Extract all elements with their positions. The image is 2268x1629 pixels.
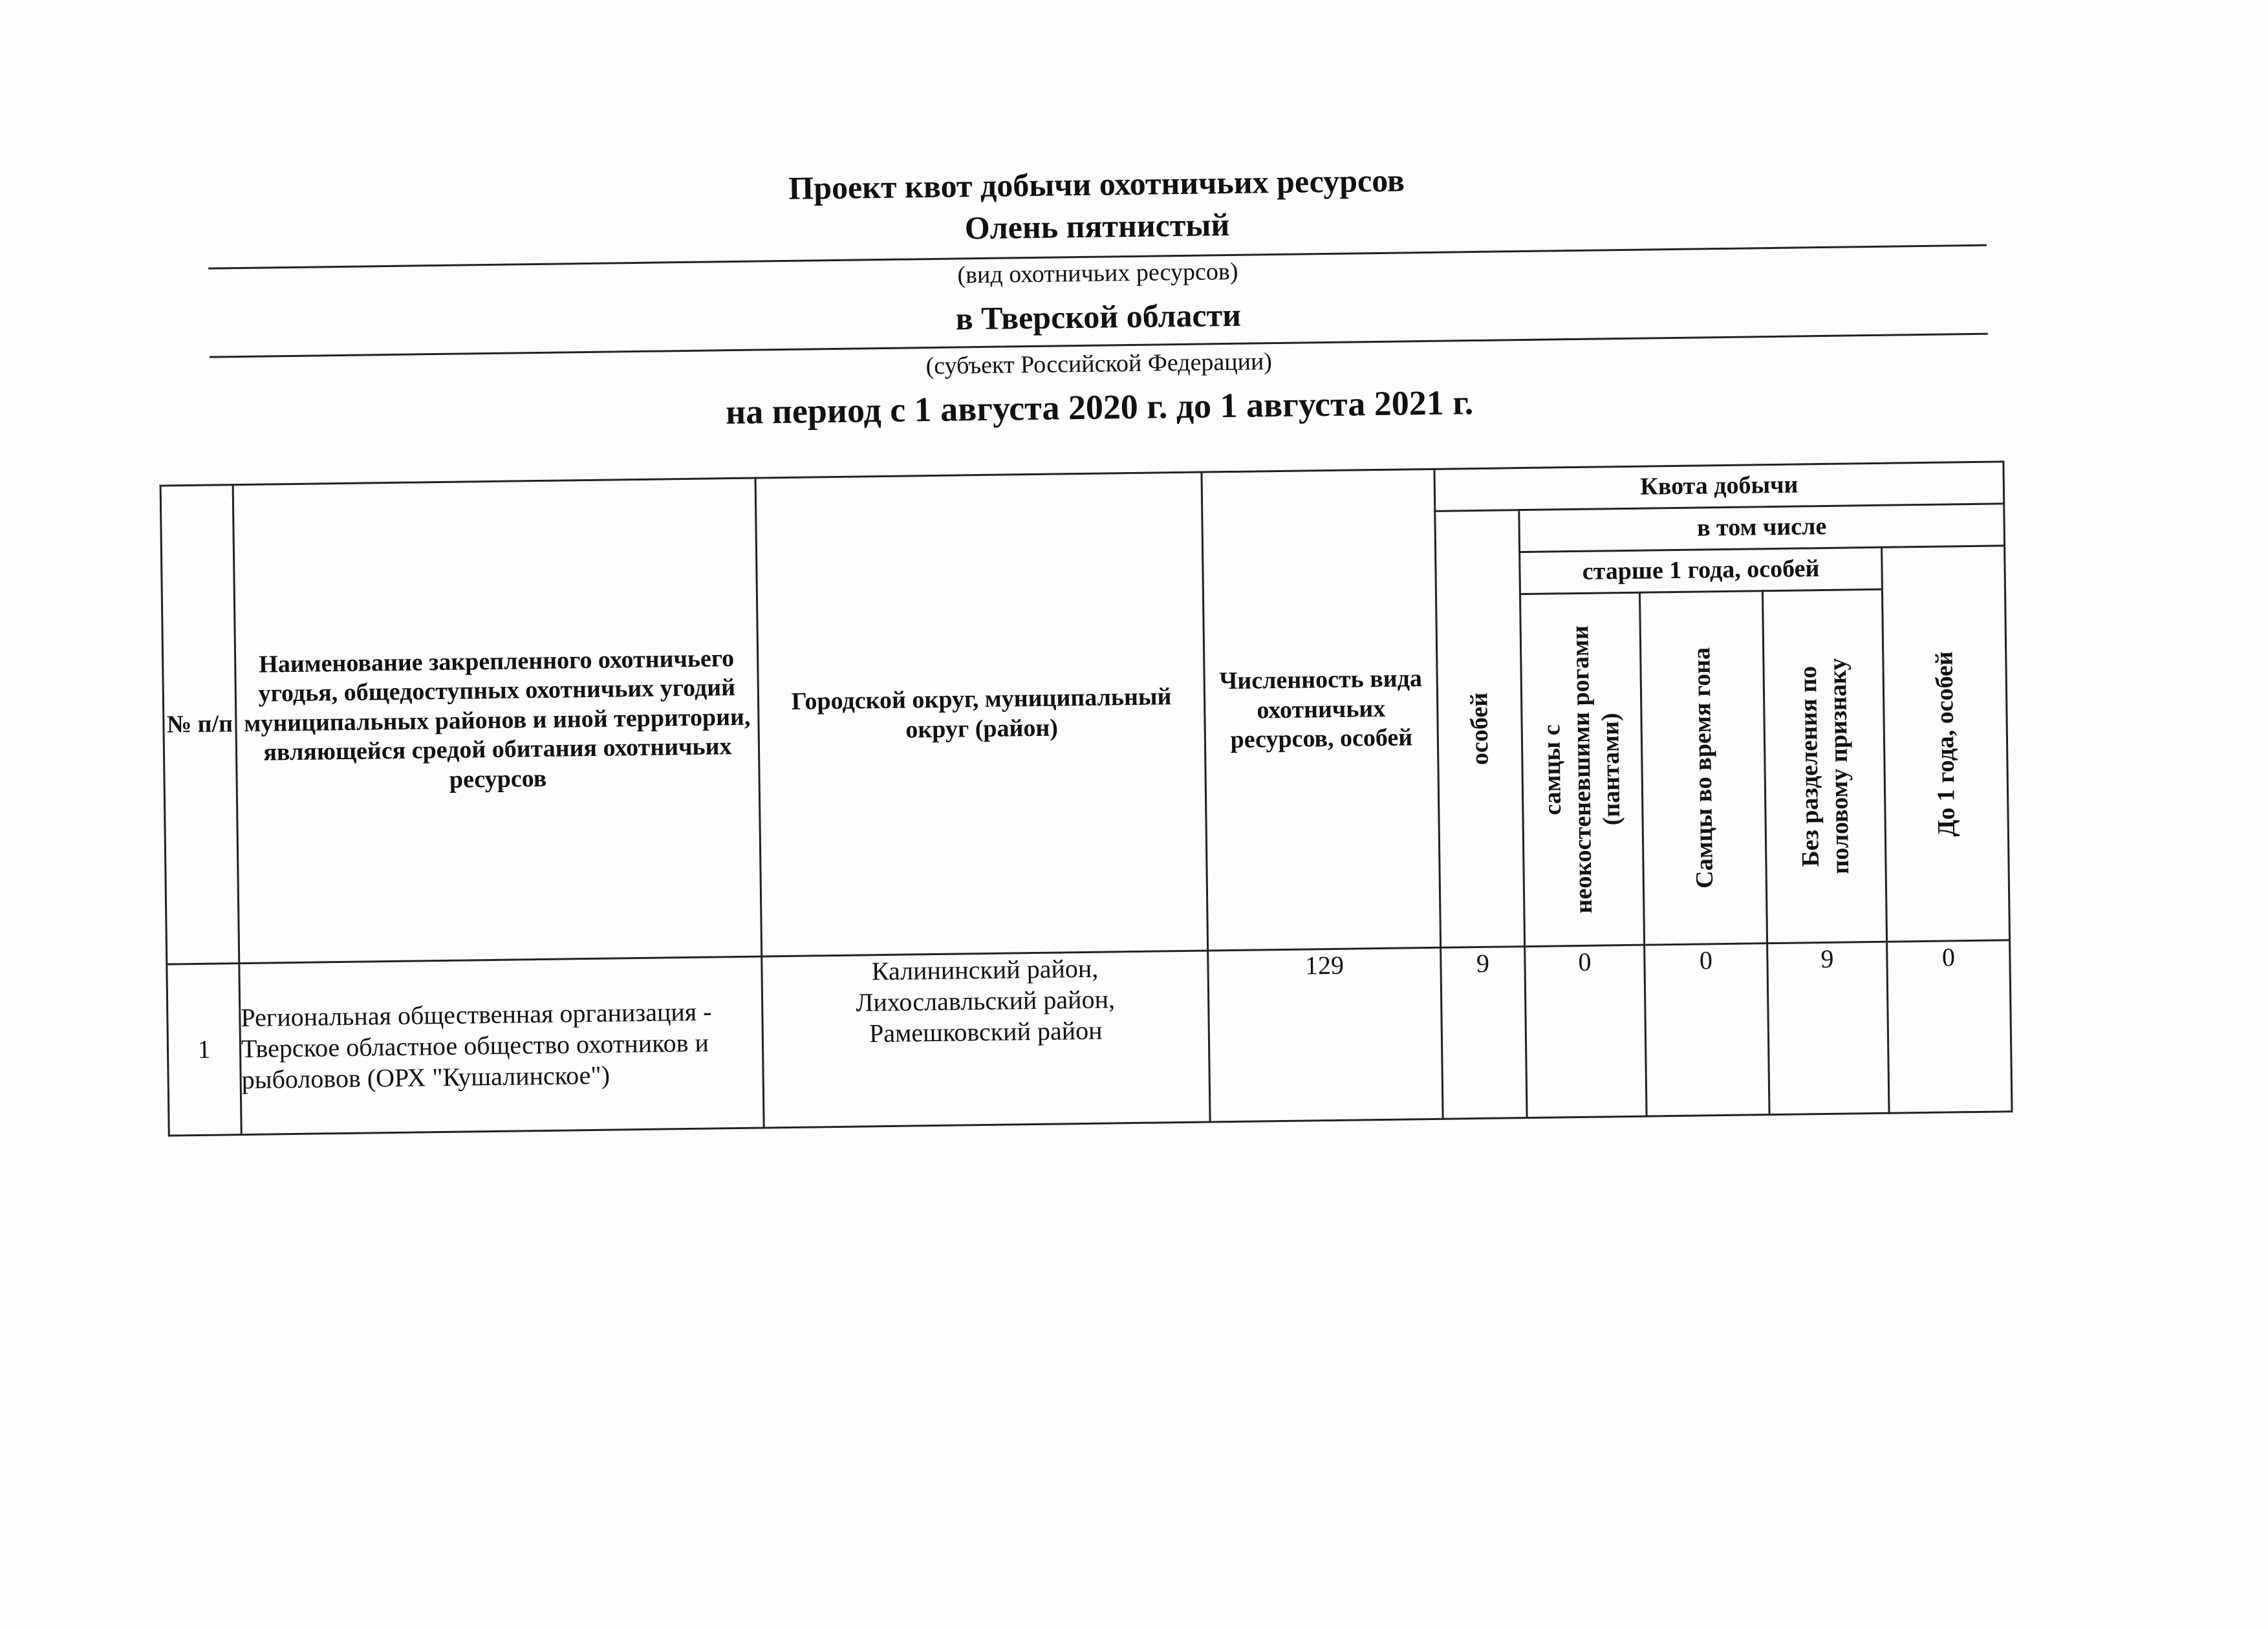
region-name: в Тверской области xyxy=(955,296,1242,337)
row-num: 1 xyxy=(167,964,241,1136)
under-one-label: До 1 года, особей xyxy=(1930,651,1960,837)
quota-total-label: особей xyxy=(1465,692,1494,766)
species-name: Олень пятнистый xyxy=(964,206,1230,246)
row-district xyxy=(762,951,1210,1128)
col-header-quota: Квота добычи xyxy=(1434,462,2004,512)
document-title: Проект квот добычи охотничьих ресурсов xyxy=(788,162,1405,206)
period-text: на период с 1 августа 2020 г. до 1 августа 2021 г. xyxy=(725,383,1474,432)
region-caption: (субъект Российской Федерации) xyxy=(925,348,1273,380)
table-row xyxy=(167,940,2012,1136)
no-sex-line-1: Без разделения по xyxy=(1794,665,1824,867)
row-quota-total: 9 xyxy=(1441,947,1527,1119)
no-sex-label xyxy=(1794,658,1856,874)
males-antlers-line-2: неокостеневшими рогами xyxy=(1566,625,1597,914)
row-under-one: 0 xyxy=(1887,940,2013,1113)
quota-table xyxy=(160,460,2013,1136)
row-males-antlers: 0 xyxy=(1525,945,1647,1117)
males-rut-label: Самцы во время гона xyxy=(1687,647,1718,889)
row-org-name: Региональная общественная организация - Тверское областное общество охотников и рыболовов (ОРХ "Кушалинское") xyxy=(239,956,764,1135)
col-header-population: Численность вида охотничьих ресурсов, особей xyxy=(1202,469,1441,951)
col-header-males-rut xyxy=(1639,591,1767,945)
col-header-no-sex xyxy=(1762,589,1886,943)
row-no-sex: 9 xyxy=(1767,942,1889,1114)
males-antlers-line-1: самцы с xyxy=(1538,724,1567,815)
district-line-1: Калининский район, xyxy=(871,953,1099,986)
district-line-2: Лихославльский район, xyxy=(856,984,1116,1017)
col-header-district: Городской округ, муниципальный округ (район) xyxy=(755,472,1208,956)
males-antlers-line-3: (пантами) xyxy=(1597,713,1626,826)
species-caption: (вид охотничьих ресурсов) xyxy=(957,257,1238,289)
males-antlers-label xyxy=(1536,625,1628,914)
row-population: 129 xyxy=(1208,947,1443,1122)
col-header-quota-total xyxy=(1435,510,1525,948)
col-header-num: № п/п xyxy=(160,485,239,964)
row-males-rut: 0 xyxy=(1645,944,1769,1116)
no-sex-line-2: половому признаку xyxy=(1824,658,1854,875)
col-header-older: старше 1 года, особей xyxy=(1520,547,1883,594)
col-header-under-one xyxy=(1882,546,2010,942)
col-header-name: Наименование закрепленного охотничьего угодья, общедоступных охотничьих угодий муниципальных районов и иной территории, являющейся средой обитания охотничьих ресурсов xyxy=(233,478,762,964)
col-header-males-antlers xyxy=(1520,592,1644,946)
district-line-3: Рамешковский район xyxy=(869,1015,1103,1048)
col-header-including: в том числе xyxy=(1519,504,2005,552)
